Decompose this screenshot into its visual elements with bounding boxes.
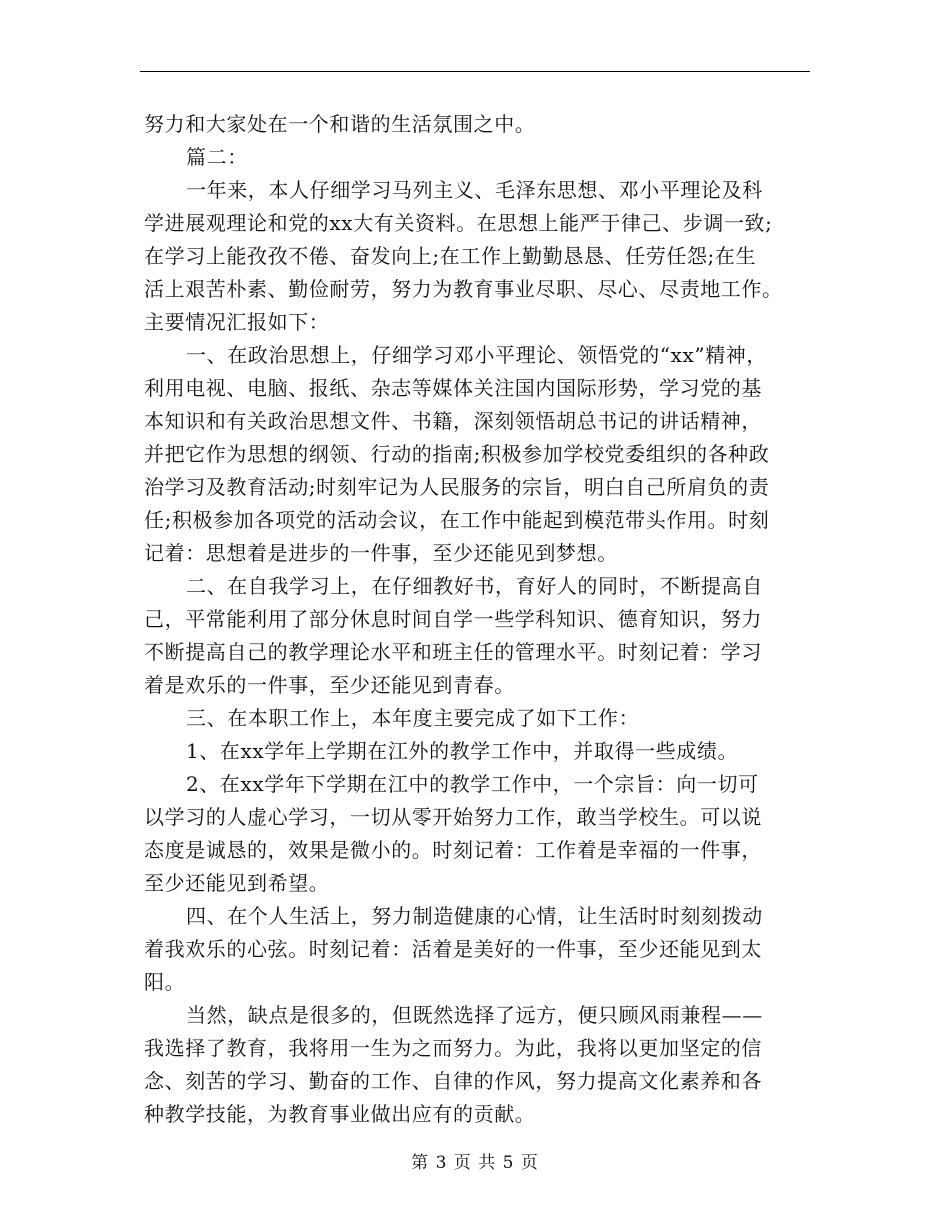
- text-line: 我选择了教育，我将用一生为之而努力。为此，我将以更加坚定的信: [144, 1036, 762, 1060]
- text-line: 利用电视、电脑、报纸、杂志等媒体关注国内国际形势，学习党的基: [144, 376, 762, 400]
- text-line: 着我欢乐的心弦。时刻记着：活着是美好的一件事，至少还能见到太: [144, 937, 762, 961]
- text-line: 着是欢乐的一件事，至少还能见到青春。: [144, 673, 515, 697]
- text-line: 不断提高自己的教学理论水平和班主任的管理水平。时刻记着：学习: [144, 640, 762, 664]
- text-line: 至少还能见到希望。: [144, 871, 330, 895]
- text-line: 态度是诚恳的，效果是微小的。时刻记着：工作着是幸福的一件事，: [144, 838, 762, 862]
- text-line: 在学习上能孜孜不倦、奋发向上;在工作上勤勤恳恳、任劳任怨;在生: [144, 244, 757, 268]
- text-line: 三、在本职工作上，本年度主要完成了如下工作：: [186, 706, 640, 730]
- text-line: 任;积极参加各项党的活动会议，在工作中能起到模范带头作用。时刻: [144, 508, 770, 532]
- text-line: 2、在xx学年下学期在江中的教学工作中，一个宗旨：向一切可: [186, 772, 759, 796]
- text-line: 一年来，本人仔细学习马列主义、毛泽东思想、邓小平理论及科: [186, 178, 763, 202]
- text-line: 努力和大家处在一个和谐的生活氛围之中。: [144, 112, 536, 136]
- text-line: 本知识和有关政治思想文件、书籍，深刻领悟胡总书记的讲话精神，: [144, 409, 762, 433]
- text-line: 己，平常能利用了部分休息时间自学一些学科知识、德育知识，努力: [144, 607, 762, 631]
- text-line: 治学习及教育活动;时刻牢记为人民服务的宗旨，明白自己所肩负的责: [144, 475, 770, 499]
- text-line: 四、在个人生活上，努力制造健康的心情，让生活时时刻刻拨动: [186, 904, 763, 928]
- text-line: 以学习的人虚心学习，一切从零开始努力工作，敢当学校生。可以说: [144, 805, 762, 829]
- text-line: 一、在政治思想上，仔细学习邓小平理论、领悟党的“xx”精神，: [186, 343, 768, 367]
- header-rule: [140, 71, 810, 72]
- text-line: 念、刻苦的学习、勤奋的工作、自律的作风，努力提高文化素养和各: [144, 1069, 762, 1093]
- text-line: 主要情况汇报如下：: [144, 310, 330, 334]
- text-line: 记着：思想着是进步的一件事，至少还能见到梦想。: [144, 541, 618, 565]
- text-line: 学进展观理论和党的xx大有关资料。在思想上能严于律己、步调一致;: [144, 211, 773, 235]
- text-line: 并把它作为思想的纲领、行动的指南;积极参加学校党委组织的各种政: [144, 442, 770, 466]
- document-body: [144, 108, 814, 1131]
- text-line: 活上艰苦朴素、勤俭耐劳，努力为教育事业尽职、尽心、尽责地工作。: [144, 277, 783, 301]
- page-number: 第 3 页 共 5 页: [411, 1153, 539, 1173]
- text-line: 1、在xx学年上学期在江外的教学工作中，并取得一些成绩。: [186, 739, 739, 763]
- text-line: 篇二：: [186, 145, 248, 169]
- text-line: 二、在自我学习上，在仔细教好书，育好人的同时，不断提高自: [186, 574, 763, 598]
- text-line: 种教学技能，为教育事业做出应有的贡献。: [144, 1102, 536, 1126]
- text-line: 当然，缺点是很多的，但既然选择了远方，便只顾风雨兼程——: [186, 1003, 763, 1027]
- text-line: 阳。: [144, 970, 186, 994]
